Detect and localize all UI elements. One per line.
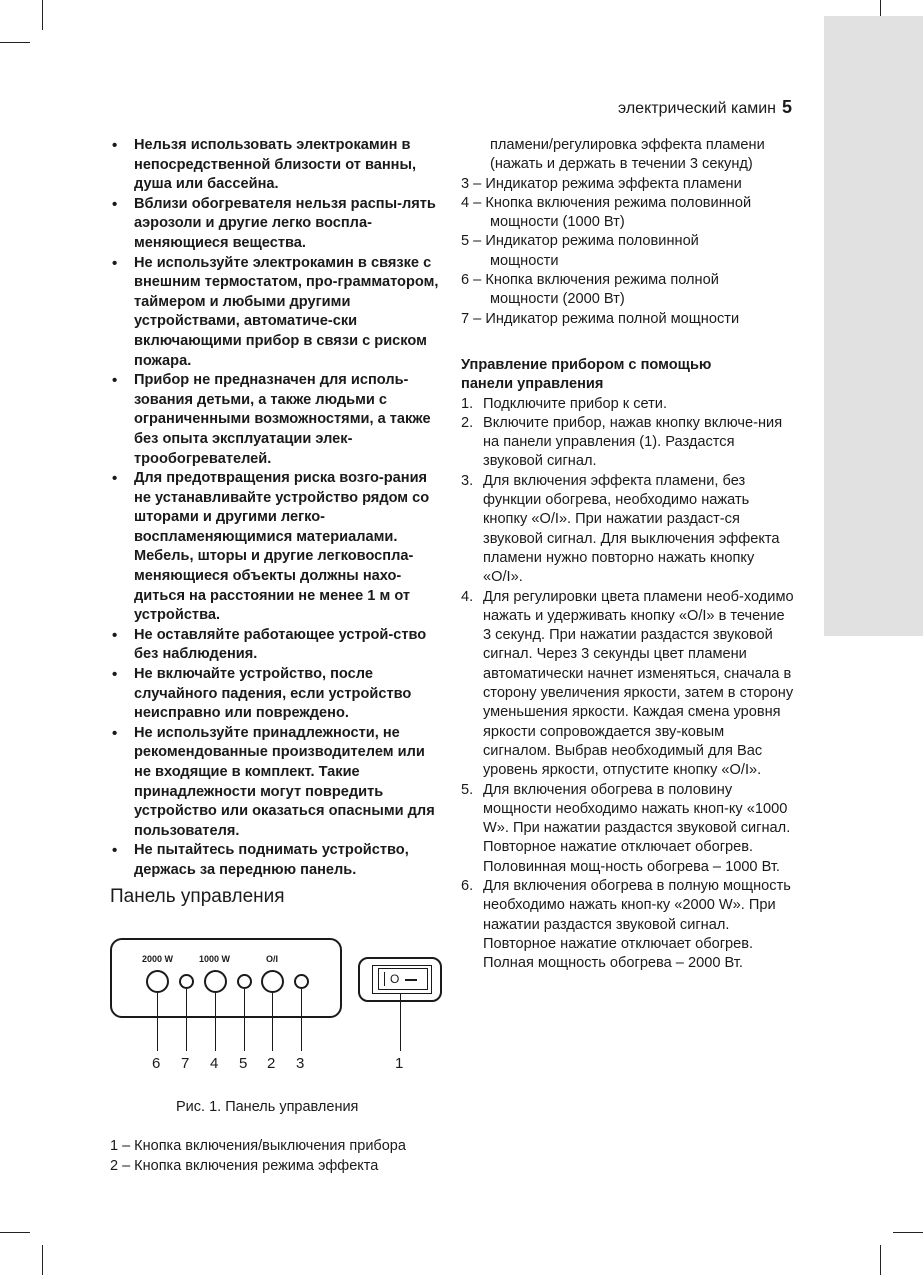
step-number: 4. <box>461 588 474 605</box>
step-text: Для включения обогрева в полную мощность необходимо нажать кноп-ку «2000 W». При нажатии раздастся звуковой сигнал. Повторное нажатие отключает обогрев. Полная мощность обогрева – 2000 Вт. <box>483 877 791 972</box>
right-column <box>461 136 796 973</box>
legend-item: 4 – Кнопка включения режима половинной <box>461 194 752 211</box>
warning-item: • Вблизи обогревателя нельзя распы-лять аэрозоли и другие легко воспла-меняющиеся вещества. <box>110 195 440 254</box>
warning-item: • Нельзя использовать электрокамин в непосредственной близости от ванны, душа или бассейна. <box>110 136 440 195</box>
legend <box>110 1136 406 1176</box>
legend-item: 2 – Кнопка включения режима эффекта <box>110 1158 379 1174</box>
callout-line <box>157 993 158 1051</box>
warning-item: • Не включайте устройство, после случайного падения, если устройство неисправно или повреждено. <box>110 665 440 724</box>
legend-item: 5 – Индикатор режима половинной <box>461 233 699 250</box>
step-item <box>461 588 796 781</box>
step-text: Подключите прибор к сети. <box>483 395 668 412</box>
power-switch-rocker <box>378 968 428 990</box>
steps-list <box>461 395 796 974</box>
callout-line <box>215 993 216 1051</box>
legend-item: 6 – Кнопка включения режима полной <box>461 272 719 289</box>
warning-item: • Прибор не предназначен для исполь-зования детьми, а также людьми с ограниченными возможностями, а также без опыта эксплуатации элек-трообогревателей. <box>110 371 440 469</box>
step-number: 2. <box>461 414 474 431</box>
callout-number: 6 <box>152 1055 161 1072</box>
step-text: Для включения обогрева в половину мощности необходимо нажать кноп-ку «1000 W». При нажатии раздастся звуковой сигнал. Повторное нажатие отключает обогрев. Половинная мощ-ность обогрева – 1000 Вт. <box>483 781 791 875</box>
figure-caption: Рис. 1. Панель управления <box>176 1099 359 1115</box>
indicator-flame <box>294 974 309 989</box>
left-column <box>110 136 440 881</box>
crop-mark <box>42 1245 43 1275</box>
step-text: Включите прибор, нажав кнопку включе-ния на панели управления (1). Раздастся звуковой сигнал. <box>483 414 783 470</box>
warning-item: • Для предотвращения риска возго-рания не устанавливайте устройство рядом со шторами и другими легко-воспламеняющимися материалами. Мебель, шторы и другие легковоспла-меняющиеся объекты должны нахо-диться на расстоянии не менее 1 м от устройства. <box>110 469 440 626</box>
legend-item: 3 – Индикатор режима эффекта пламени <box>461 175 742 192</box>
label-flame: О/I <box>266 954 279 964</box>
on-symbol <box>405 979 417 981</box>
button-flame <box>261 970 284 993</box>
label-2000w: 2000 W <box>142 954 174 964</box>
callout-line <box>301 989 302 1051</box>
section-title: Панель управления <box>110 886 285 907</box>
warning-item: • Не используйте электрокамин в связке с внешним термостатом, про-грамматором, таймером и любыми другими устройствами, автоматиче-ски включающими прибор в связи с риском пожара. <box>110 254 440 372</box>
legend-continued: пламени/регулировка эффекта пламени <box>490 137 765 153</box>
label-1000w: 1000 W <box>199 954 231 964</box>
legend-continued: (нажать и держать в течении 3 секунд) <box>490 156 753 173</box>
button-1000w <box>204 970 227 993</box>
usage-title: Управление прибором с помощью <box>461 356 712 373</box>
warning-item: • Не пытайтесь поднимать устройство, держась за переднюю панель. <box>110 841 440 880</box>
crop-mark <box>0 1232 30 1233</box>
crop-mark <box>893 1232 923 1233</box>
callout-number: 2 <box>267 1055 276 1072</box>
legend-item: 7 – Индикатор режима полной мощности <box>461 310 740 327</box>
callout-number: 3 <box>296 1055 305 1072</box>
legend-item: 1 – Кнопка включения/выключения прибора <box>110 1138 406 1154</box>
step-item <box>461 781 796 877</box>
step-number: 1. <box>461 395 474 412</box>
side-tab <box>824 16 923 636</box>
step-text: Для регулировки цвета пламени необ-ходимо нажать и удерживать кнопку «О/I» в течение 3 секунд. При нажатии раздастся звуковой сигнал. Через 3 секунды цвет пламени автоматически начнет изменяться, сначала в сторону увеличения яркости, затем в сторону уменьшения яркости. Каждая смена уровня яркости сопровождается зву-ковым сигналом. Выбрав необходимый для Вас уровень яркости, отпустите кнопку «О/I». <box>483 588 794 779</box>
callout-line <box>244 989 245 1051</box>
callout-number: 7 <box>181 1055 190 1072</box>
page-header <box>618 97 792 118</box>
off-symbol: O <box>390 972 400 986</box>
callout-number: 5 <box>239 1055 248 1072</box>
indicator-1000w <box>237 974 252 989</box>
warning-item: • Не используйте принадлежности, не рекомендованные производителем или не входящие в комплект. Такие принадлежности могут повредить устройство или оказаться опасными для пользователя. <box>110 724 440 842</box>
step-text: Для включения эффекта пламени, без функции обогрева, необходимо нажать кнопку «О/I». При нажатии раздаст-ся звуковой сигнал. Для выключения эффекта пламени нужно повторно нажать кнопку «О/I». <box>483 472 780 586</box>
warnings-list <box>110 136 440 881</box>
step-item <box>461 395 796 414</box>
callout-number: 1 <box>395 1055 404 1072</box>
button-2000w <box>146 970 169 993</box>
callout-number: 4 <box>210 1055 219 1072</box>
callout-line <box>186 989 187 1051</box>
step-number: 3. <box>461 472 474 489</box>
callout-line <box>272 993 273 1051</box>
usage-title-line2: панели управления <box>461 376 604 393</box>
indicator-2000w <box>179 974 194 989</box>
page-number: 5 <box>781 97 792 117</box>
step-item <box>461 877 796 973</box>
legend-item-cont: мощности (1000 Вт) <box>490 214 625 231</box>
step-number: 6. <box>461 877 474 894</box>
legend-item-cont: мощности (2000 Вт) <box>490 291 625 308</box>
warning-item: • Не оставляйте работающее устрой-ство без наблюдения. <box>110 626 440 665</box>
callout-line <box>400 994 401 1051</box>
step-item <box>461 472 796 588</box>
step-number: 5. <box>461 781 474 798</box>
crop-mark <box>880 1245 881 1275</box>
legend-item-cont: мощности <box>490 252 559 269</box>
header-title: электрический камин <box>618 100 776 117</box>
step-item <box>461 414 796 472</box>
crop-mark <box>42 0 43 30</box>
crop-mark <box>0 42 30 43</box>
rocker-divider <box>384 972 385 986</box>
